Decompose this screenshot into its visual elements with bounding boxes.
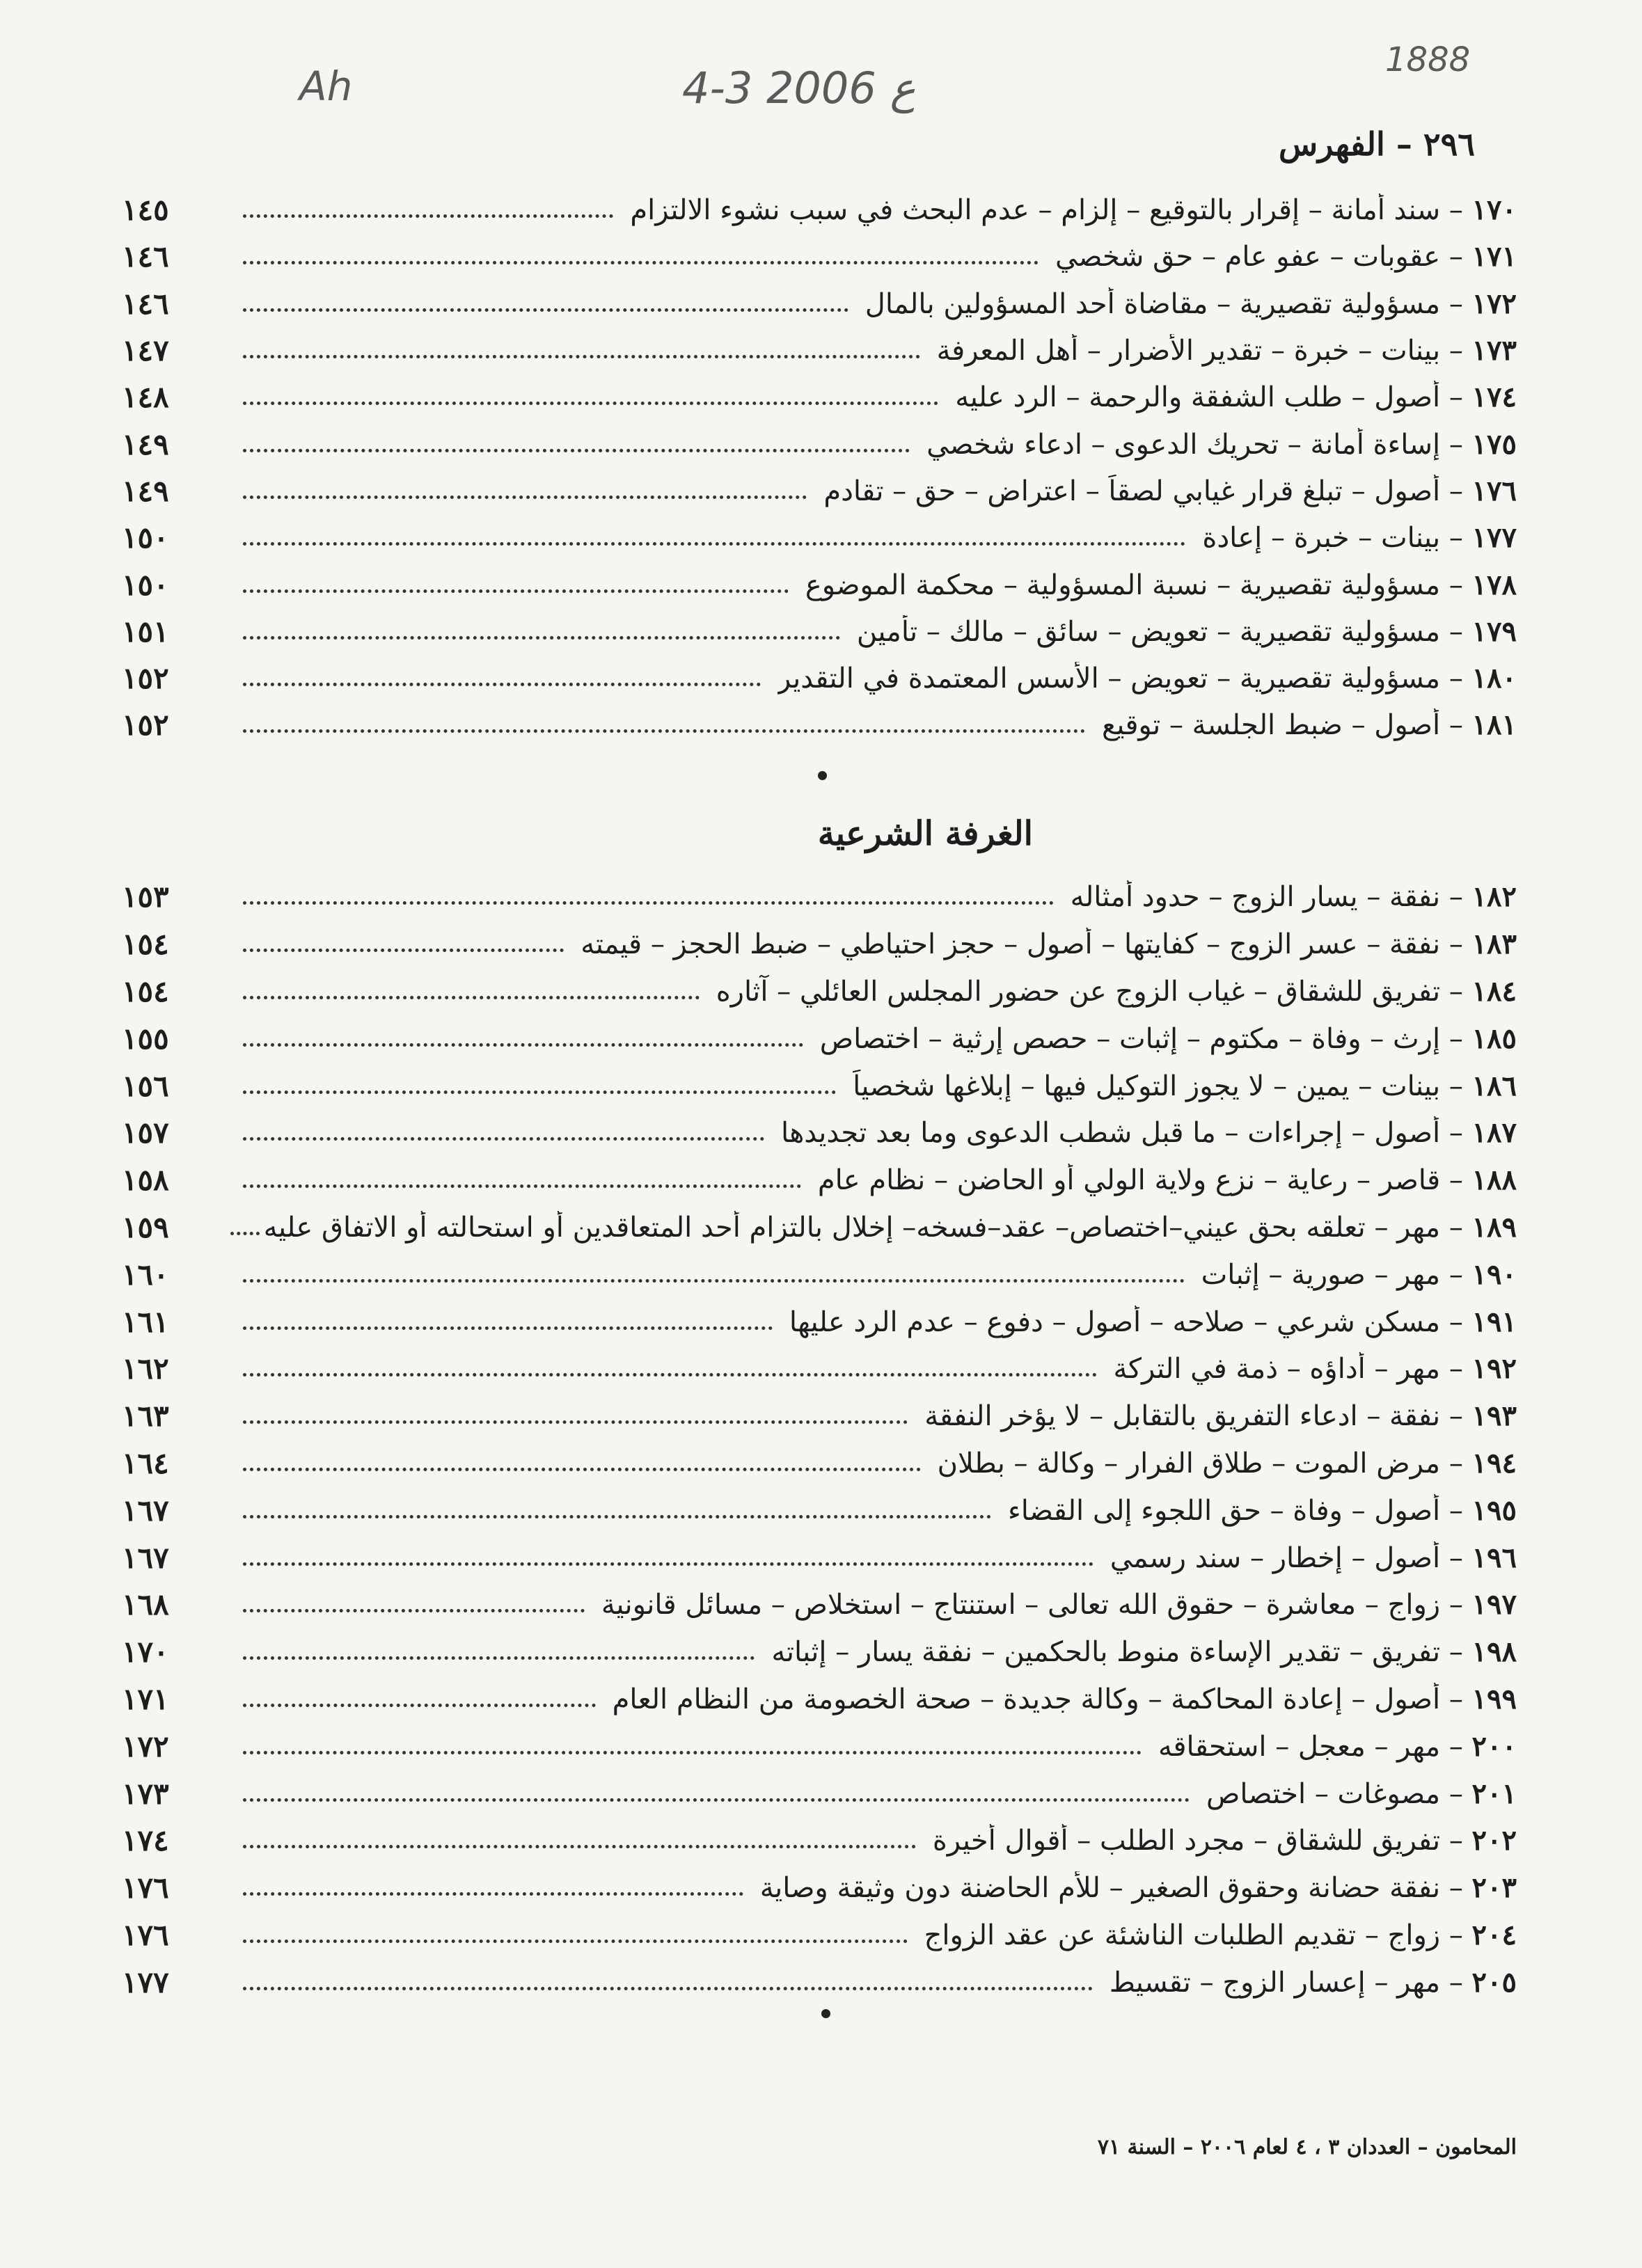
entry-title: ١٨٩ – مهر – تعلقه بحق عيني–اختصاص– عقد–فسخه– إخلال بالتزام أحد المتعاقدين أو استحالته أو الاتفاق عليه xyxy=(263,1210,1517,1244)
index-entry[interactable] xyxy=(122,1864,1517,1912)
entry-page: ١٥٨ xyxy=(122,1163,169,1198)
entry-text: مسكن شرعي – صلاحه – أصول – دفوع – عدم الرد عليها xyxy=(789,1306,1441,1338)
dot-leader xyxy=(243,1987,1093,1990)
entry-number: ٢٠٣ xyxy=(1471,1871,1517,1905)
entry-number: ١٩٢ xyxy=(1471,1352,1517,1386)
entry-page: ١٦٤ xyxy=(122,1445,169,1480)
entry-page: ١٦٠ xyxy=(122,1257,169,1292)
dot-leader xyxy=(243,683,761,686)
entry-text: مسؤولية تقصيرية – مقاضاة أحد المسؤولين بالمال xyxy=(865,287,1441,320)
entry-number: ١٧٠ xyxy=(1471,193,1517,227)
entry-page: ١٦٣ xyxy=(122,1399,169,1434)
handwritten-note-middle: 4-3 ع 2006 xyxy=(682,63,916,113)
entry-text: مسؤولية تقصيرية – تعويض – الأسس المعتمدة في التقدير xyxy=(777,663,1441,695)
dot-leader xyxy=(243,261,1039,264)
page-header-title: ٢٩٦ – الفهرس xyxy=(1279,125,1475,163)
entry-page: ١٧٤ xyxy=(122,1823,169,1858)
entry-page: ١٤٦ xyxy=(122,286,169,321)
entry-title: ١٧٢ – مسؤولية تقصيرية – مقاضاة أحد المسؤولين بالمال xyxy=(865,287,1517,320)
entry-text: عقوبات – عفو عام – حق شخصي xyxy=(1055,241,1441,273)
entry-title: ١٧٨ – مسؤولية تقصيرية – نسبة المسؤولية – محكمة الموضوع xyxy=(805,568,1517,601)
dot-leader xyxy=(243,1279,1185,1283)
index-entry[interactable] xyxy=(122,1912,1517,1959)
entry-title: ١٩٤ – مرض الموت – طلاق الفرار – وكالة – بطلان xyxy=(937,1446,1517,1480)
entry-number: ١٨٥ xyxy=(1471,1022,1517,1055)
entry-text: مهر – تعلقه بحق عيني–اختصاص– عقد–فسخه– إخلال بالتزام أحد المتعاقدين أو استحالته أو الاتفاق عليه xyxy=(263,1211,1441,1244)
entry-text: أصول – ضبط الجلسة – توقيع xyxy=(1101,709,1441,742)
entry-number: ١٨٧ xyxy=(1471,1116,1517,1150)
section-heading: الغرفة الشرعية xyxy=(817,814,1033,853)
entry-page: ١٥٦ xyxy=(122,1068,169,1103)
index-entry[interactable] xyxy=(122,1345,1517,1393)
entry-title: ٢٠٣ – نفقة حضانة وحقوق الصغير – للأم الحاضنة دون وثيقة وصاية xyxy=(759,1871,1517,1905)
index-entry[interactable] xyxy=(122,187,1517,233)
entry-number: ١٨٦ xyxy=(1471,1069,1517,1102)
entry-text: زواج – معاشرة – حقوق الله تعالى – استنتاج – استخلاص – مسائل قانونية xyxy=(601,1589,1441,1621)
dot-leader xyxy=(243,1373,1097,1377)
entry-page: ١٥٤ xyxy=(122,974,169,1008)
entry-page: ١٤٨ xyxy=(122,380,169,415)
entry-page: ١٥٧ xyxy=(122,1116,169,1150)
entry-title: ٢٠٠ – مهر – معجل – استحقاقه xyxy=(1158,1729,1517,1763)
entry-number: ٢٠١ xyxy=(1471,1777,1517,1810)
dot-leader xyxy=(230,1232,260,1235)
index-entry[interactable] xyxy=(122,280,1517,327)
entry-text: مسؤولية تقصيرية – تعويض – سائق – مالك – تأمين xyxy=(856,615,1441,648)
entry-number: ١٩٤ xyxy=(1471,1446,1517,1480)
entry-title: ١٨٢ – نفقة – يسار الزوج – حدود أمثاله xyxy=(1070,880,1517,914)
entry-number: ١٩١ xyxy=(1471,1305,1517,1338)
entry-text: أصول – إعادة المحاكمة – وكالة جديدة – صحة الخصومة من النظام العام xyxy=(612,1683,1441,1715)
entry-page: ١٤٧ xyxy=(122,333,169,368)
entry-number: ١٧٧ xyxy=(1471,521,1517,555)
entry-number: ١٩٥ xyxy=(1471,1493,1517,1527)
index-entry[interactable] xyxy=(122,1817,1517,1864)
entry-text: تفريق – تقدير الإساءة منوط بالحكمين – نفقة يسار – إثباته xyxy=(771,1636,1441,1669)
entry-page: ١٥٢ xyxy=(122,661,169,696)
entry-text: نفقة – يسار الزوج – حدود أمثاله xyxy=(1070,881,1441,914)
dot-leader xyxy=(243,1562,1094,1566)
entry-page: ١٧٧ xyxy=(122,1965,169,1999)
entry-text: زواج – تقديم الطلبات الناشئة عن عقد الزواج xyxy=(924,1919,1441,1951)
entry-page: ١٦٧ xyxy=(122,1540,169,1575)
dot-leader xyxy=(243,1609,585,1612)
entry-title: ١٩٧ – زواج – معاشرة – حقوق الله تعالى – استنتاج – استخلاص – مسائل قانونية xyxy=(601,1588,1517,1621)
entry-page: ١٥٤ xyxy=(122,927,169,962)
entry-number: ١٩٣ xyxy=(1471,1399,1517,1433)
dot-leader xyxy=(243,1137,764,1141)
entry-text: مرض الموت – طلاق الفرار – وكالة – بطلان xyxy=(937,1447,1441,1480)
entry-text: نفقة – ادعاء التفريق بالتقابل – لا يؤخر النفقة xyxy=(924,1400,1441,1433)
handwritten-note-left: Ah xyxy=(299,63,353,110)
entry-text: مسؤولية تقصيرية – نسبة المسؤولية – محكمة الموضوع xyxy=(805,569,1441,601)
entry-title: ١٩٨ – تفريق – تقدير الإساءة منوط بالحكمين – نفقة يسار – إثباته xyxy=(771,1635,1517,1669)
index-entry[interactable] xyxy=(122,1628,1517,1676)
entry-text: أصول – تبلغ قرار غيابي لصقاً – اعتراض – حق – تقادم xyxy=(823,475,1441,507)
entry-title: ١٨١ – أصول – ضبط الجلسة – توقيع xyxy=(1101,708,1517,742)
index-entry[interactable] xyxy=(122,374,1517,420)
dot-leader xyxy=(243,1043,803,1047)
dot-leader xyxy=(243,589,789,593)
entry-text: نفقة – عسر الزوج – كفايتها – أصول – حجز احتياطي – ضبط الحجز – قيمته xyxy=(581,928,1441,961)
entry-page: ١٤٦ xyxy=(122,239,169,274)
entry-text: أصول – طلب الشفقة والرحمة – الرد عليه xyxy=(955,381,1441,414)
entry-page: ١٧٠ xyxy=(122,1635,169,1670)
entry-title: ٢٠٤ – زواج – تقديم الطلبات الناشئة عن عقد الزواج xyxy=(924,1918,1517,1951)
index-entry[interactable] xyxy=(122,420,1517,467)
entry-text: إساءة أمانة – تحريك الدعوى – ادعاء شخصي xyxy=(926,428,1441,461)
entry-title: ١٧٩ – مسؤولية تقصيرية – تعويض – سائق – مالك – تأمين xyxy=(856,614,1517,648)
entry-page: ١٧٣ xyxy=(122,1776,169,1811)
dot-leader xyxy=(243,996,700,999)
entry-text: مهر – معجل – استحقاقه xyxy=(1158,1730,1441,1763)
dot-leader xyxy=(243,542,1185,546)
entry-title: ١٧٧ – بينات – خبرة – إعادة xyxy=(1202,521,1517,555)
entry-page: ١٤٩ xyxy=(122,427,169,461)
index-entry[interactable] xyxy=(122,514,1517,561)
dot-leader xyxy=(243,1704,596,1707)
entry-title: ١٨٠ – مسؤولية تقصيرية – تعويض – الأسس المعتمدة في التقدير xyxy=(777,662,1517,695)
entry-page: ١٧١ xyxy=(122,1681,169,1716)
entry-number: ١٧١ xyxy=(1471,240,1517,273)
entry-page: ١٥٣ xyxy=(122,880,169,914)
entry-page: ١٦٧ xyxy=(122,1493,169,1528)
index-entry[interactable] xyxy=(122,1722,1517,1770)
entry-title: ١٩٦ – أصول – إخطار – سند رسمي xyxy=(1110,1541,1517,1574)
entry-number: ١٩٨ xyxy=(1471,1635,1517,1669)
dot-leader xyxy=(243,729,1085,733)
entry-text: بينات – يمين – لا يجوز التوكيل فيها – إبلاغها شخصياً xyxy=(853,1070,1441,1102)
entry-title: ١٧٣ – بينات – خبرة – تقدير الأضرار – أهل المعرفة xyxy=(936,334,1517,367)
dot-leader xyxy=(243,495,807,499)
index-entry[interactable] xyxy=(122,1157,1517,1204)
entry-number: ٢٠٤ xyxy=(1471,1918,1517,1951)
entry-number: ١٩٧ xyxy=(1471,1588,1517,1621)
entry-page: ١٦١ xyxy=(122,1304,169,1339)
entry-title: ٢٠١ – مصوغات – اختصاص xyxy=(1206,1777,1517,1810)
entry-text: إرث – وفاة – مكتوم – إثبات – حصص إرثية – اختصاص xyxy=(819,1022,1441,1055)
index-section-1 xyxy=(122,187,1517,749)
section-separator-dot xyxy=(818,771,827,780)
entry-text: مهر – إعسار الزوج – تقسيط xyxy=(1109,1966,1441,1999)
index-entry[interactable] xyxy=(122,1109,1517,1157)
index-entry[interactable] xyxy=(122,1298,1517,1345)
index-entry[interactable] xyxy=(122,1534,1517,1581)
entry-page: ١٥٠ xyxy=(122,567,169,602)
entry-title: ٢٠٢ – تفريق للشقاق – مجرد الطلب – أقوال أخيرة xyxy=(932,1824,1517,1857)
entry-page: ١٦٢ xyxy=(122,1351,169,1386)
dot-leader xyxy=(243,214,613,218)
entry-text: بينات – خبرة – تقدير الأضرار – أهل المعرفة xyxy=(936,335,1441,367)
dot-leader xyxy=(243,1326,773,1330)
index-entry[interactable] xyxy=(122,468,1517,514)
entry-text: أصول – وفاة – حق اللجوء إلى القضاء xyxy=(1007,1494,1441,1527)
dot-leader xyxy=(243,1798,1190,1802)
entry-page: ١٤٩ xyxy=(122,473,169,508)
entry-number: ٢٠٥ xyxy=(1471,1965,1517,1999)
entry-number: ١٧٤ xyxy=(1471,381,1517,414)
entry-number: ١٨٠ xyxy=(1471,662,1517,695)
dot-leader xyxy=(243,1892,743,1896)
entry-title: ١٨٨ – قاصر – رعاية – نزع ولاية الولي أو الحاضن – نظام عام xyxy=(817,1164,1517,1197)
index-entry[interactable] xyxy=(122,1958,1517,2006)
index-entry[interactable] xyxy=(122,1486,1517,1534)
entry-title: ١٨٦ – بينات – يمين – لا يجوز التوكيل فيها – إبلاغها شخصياً xyxy=(853,1069,1517,1102)
entry-number: ١٩٩ xyxy=(1471,1682,1517,1715)
entry-title: ١٧١ – عقوبات – عفو عام – حق شخصي xyxy=(1055,240,1517,273)
index-entry[interactable] xyxy=(122,608,1517,655)
index-entry[interactable] xyxy=(122,1440,1517,1487)
index-entry[interactable] xyxy=(122,1251,1517,1298)
entry-text: مهر – صورية – إثبات xyxy=(1201,1258,1441,1291)
entry-title: ١٨٥ – إرث – وفاة – مكتوم – إثبات – حصص إرثية – اختصاص xyxy=(819,1022,1517,1055)
entry-number: ١٧٦ xyxy=(1471,474,1517,507)
dot-leader xyxy=(243,355,920,358)
dot-leader xyxy=(243,1184,801,1188)
index-entry[interactable] xyxy=(122,701,1517,748)
entry-text: قاصر – رعاية – نزع ولاية الولي أو الحاضن – نظام عام xyxy=(817,1164,1441,1197)
entry-text: أصول – إخطار – سند رسمي xyxy=(1110,1541,1441,1574)
entry-number: ١٧٨ xyxy=(1471,568,1517,601)
entry-number: ١٨٢ xyxy=(1471,880,1517,914)
entry-title: ١٧٤ – أصول – طلب الشفقة والرحمة – الرد عليه xyxy=(955,381,1517,414)
entry-number: ١٩٦ xyxy=(1471,1541,1517,1574)
entry-title: ١٩٢ – مهر – أداؤه – ذمة في التركة xyxy=(1113,1352,1517,1386)
entry-page: ١٧٦ xyxy=(122,1917,169,1952)
index-entry[interactable] xyxy=(122,655,1517,701)
dot-leader xyxy=(243,1940,908,1943)
entry-page: ١٥٩ xyxy=(122,1210,169,1244)
index-entry[interactable] xyxy=(122,1393,1517,1440)
entry-page: ١٦٨ xyxy=(122,1587,169,1622)
index-entry[interactable] xyxy=(122,1770,1517,1817)
index-entry[interactable] xyxy=(122,1204,1517,1251)
dot-leader xyxy=(243,1091,836,1094)
index-entry[interactable] xyxy=(122,233,1517,280)
entry-text: مهر – أداؤه – ذمة في التركة xyxy=(1113,1353,1441,1386)
index-entry[interactable] xyxy=(122,1015,1517,1062)
entry-title: ١٧٥ – إساءة أمانة – تحريك الدعوى – ادعاء شخصي xyxy=(926,427,1517,461)
entry-text: بينات – خبرة – إعادة xyxy=(1202,522,1441,555)
entry-page: ١٧٦ xyxy=(122,1871,169,1905)
dot-leader xyxy=(243,308,848,312)
dot-leader xyxy=(243,949,564,952)
entry-title: ١٨٤ – تفريق للشقاق – غياب الزوج عن حضور المجلس العائلي – آثاره xyxy=(716,974,1517,1008)
entry-page: ١٥٥ xyxy=(122,1021,169,1056)
index-entry[interactable] xyxy=(122,1062,1517,1109)
entry-title: ١٨٣ – نفقة – عسر الزوج – كفايتها – أصول – حجز احتياطي – ضبط الحجز – قيمته xyxy=(581,928,1517,961)
dot-leader xyxy=(243,1751,1142,1754)
entry-number: ١٨١ xyxy=(1471,708,1517,742)
entry-number: ١٨٣ xyxy=(1471,928,1517,961)
dot-leader xyxy=(243,1515,991,1518)
entry-text: أصول – إجراءات – ما قبل شطب الدعوى وما بعد تجديدها xyxy=(781,1117,1441,1150)
index-section-2 xyxy=(122,873,1517,2006)
entry-page: ١٥٠ xyxy=(122,521,169,555)
dot-leader xyxy=(243,1468,921,1471)
entry-text: تفريق للشقاق – مجرد الطلب – أقوال أخيرة xyxy=(932,1825,1441,1857)
entry-number: ١٧٣ xyxy=(1471,334,1517,367)
entry-number: ١٨٨ xyxy=(1471,1164,1517,1197)
dot-leader xyxy=(243,449,910,452)
dot-leader xyxy=(243,1845,916,1848)
index-entry[interactable] xyxy=(122,873,1517,921)
entry-title: ١٩٠ – مهر – صورية – إثبات xyxy=(1201,1258,1517,1291)
entry-text: مصوغات – اختصاص xyxy=(1206,1777,1441,1810)
entry-page: ١٥٢ xyxy=(122,708,169,743)
index-entry[interactable] xyxy=(122,327,1517,374)
section-separator-dot xyxy=(821,2009,830,2018)
entry-title: ١٧٦ – أصول – تبلغ قرار غيابي لصقاً – اعتراض – حق – تقادم xyxy=(823,474,1517,507)
index-entry[interactable] xyxy=(122,921,1517,968)
index-entry[interactable] xyxy=(122,1676,1517,1723)
entry-number: ١٧٥ xyxy=(1471,427,1517,461)
entry-title: ١٨٧ – أصول – إجراءات – ما قبل شطب الدعوى وما بعد تجديدها xyxy=(781,1116,1517,1150)
entry-number: ١٨٩ xyxy=(1471,1210,1517,1244)
entry-number: ٢٠٠ xyxy=(1471,1729,1517,1763)
handwritten-note-right: 1888 xyxy=(1385,40,1471,79)
entry-number: ١٧٩ xyxy=(1471,614,1517,648)
index-entry[interactable] xyxy=(122,1581,1517,1628)
entry-page: ١٧٢ xyxy=(122,1729,169,1763)
entry-title: ١٩٣ – نفقة – ادعاء التفريق بالتقابل – لا يؤخر النفقة xyxy=(924,1399,1517,1433)
entry-title: ٢٠٥ – مهر – إعسار الزوج – تقسيط xyxy=(1109,1965,1517,1999)
dot-leader xyxy=(243,636,840,640)
entry-text: سند أمانة – إقرار بالتوقيع – إلزام – عدم البحث في سبب نشوء الالتزام xyxy=(630,194,1441,227)
entry-title: ١٩٥ – أصول – وفاة – حق اللجوء إلى القضاء xyxy=(1007,1493,1517,1527)
entry-text: تفريق للشقاق – غياب الزوج عن حضور المجلس العائلي – آثاره xyxy=(716,975,1441,1008)
dot-leader xyxy=(243,1656,755,1660)
dot-leader xyxy=(243,402,938,405)
entry-title: ١٧٠ – سند أمانة – إقرار بالتوقيع – إلزام – عدم البحث في سبب نشوء الالتزام xyxy=(630,193,1517,227)
entry-number: ١٩٠ xyxy=(1471,1258,1517,1291)
dot-leader xyxy=(243,1420,908,1424)
page-footer: المحامون – العددان ٣ ، ٤ لعام ٢٠٠٦ – السنة ٧١ xyxy=(1097,2135,1517,2159)
entry-text: نفقة حضانة وحقوق الصغير – للأم الحاضنة دون وثيقة وصاية xyxy=(759,1872,1441,1905)
dot-leader xyxy=(243,901,1054,905)
entry-title: ١٩٩ – أصول – إعادة المحاكمة – وكالة جديدة – صحة الخصومة من النظام العام xyxy=(612,1682,1517,1715)
entry-title: ١٩١ – مسكن شرعي – صلاحه – أصول – دفوع – عدم الرد عليها xyxy=(789,1305,1517,1338)
entry-number: ١٨٤ xyxy=(1471,974,1517,1008)
entry-page: ١٤٥ xyxy=(122,193,169,228)
index-entry[interactable] xyxy=(122,561,1517,608)
entry-number: ٢٠٢ xyxy=(1471,1824,1517,1857)
entry-number: ١٧٢ xyxy=(1471,287,1517,320)
entry-page: ١٥١ xyxy=(122,614,169,649)
index-entry[interactable] xyxy=(122,968,1517,1015)
